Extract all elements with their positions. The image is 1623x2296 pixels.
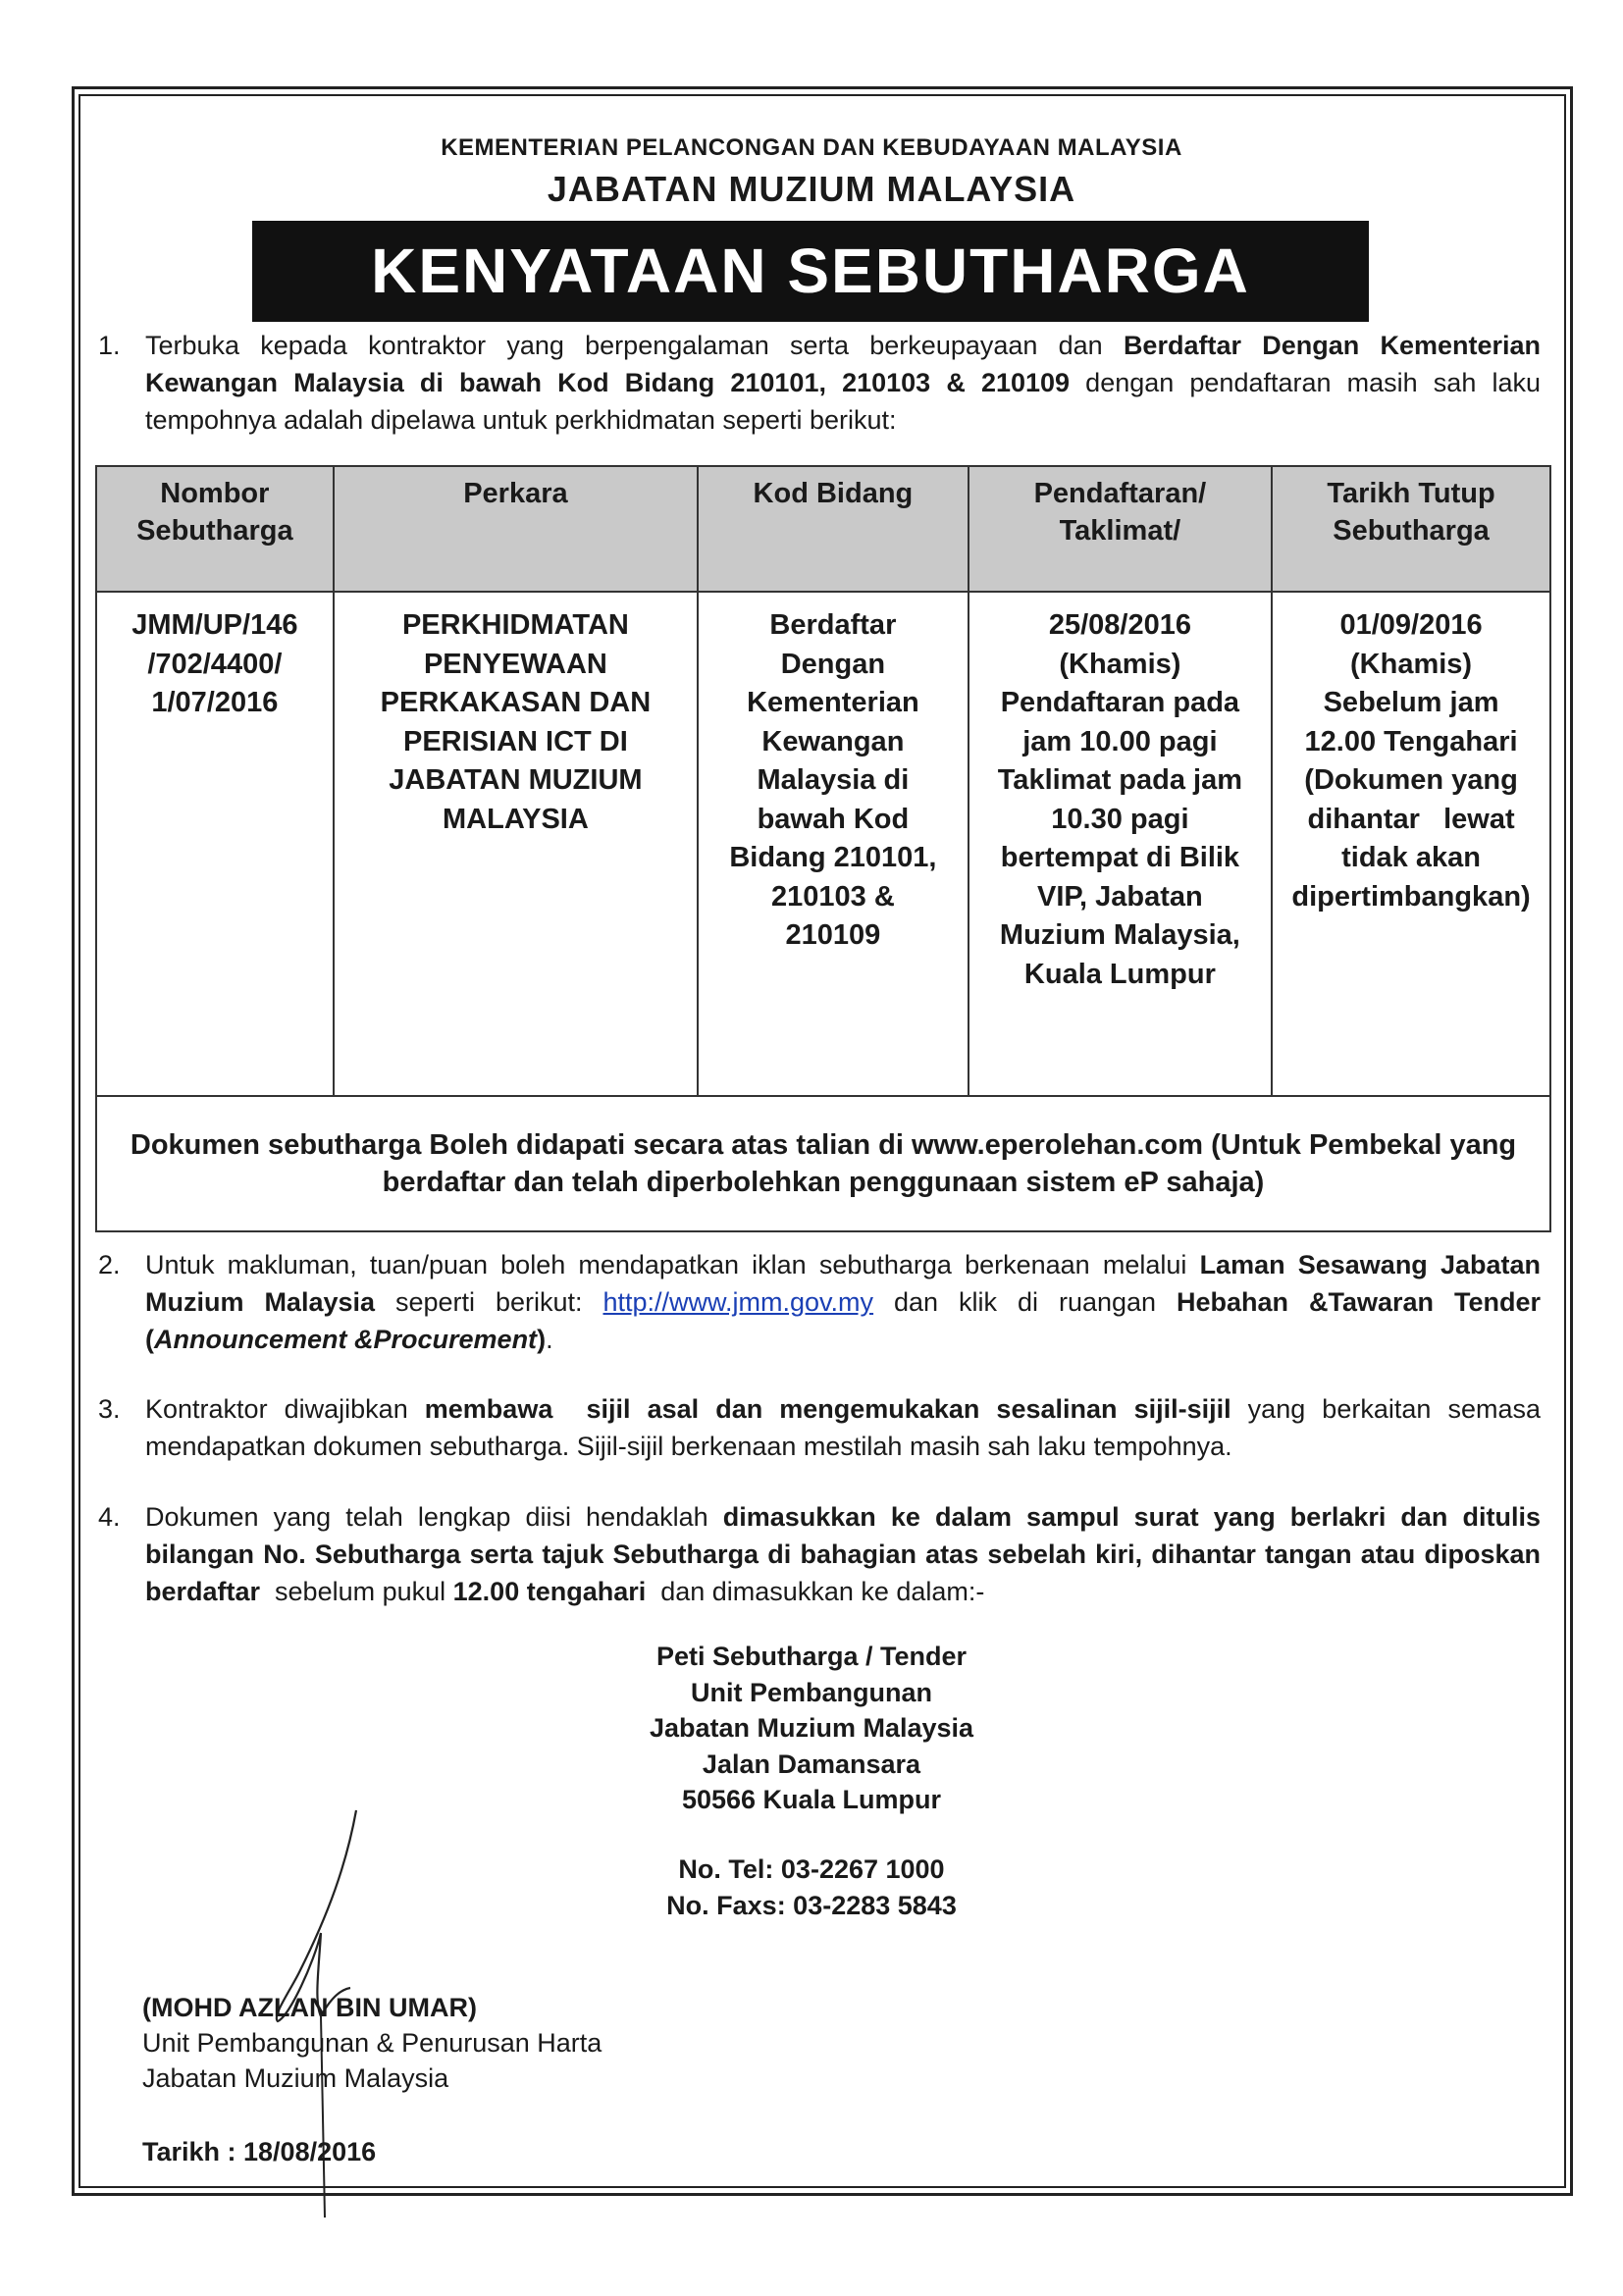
paragraph-number: 4.	[98, 1502, 121, 1532]
header-perkara: Perkara	[334, 466, 698, 592]
contact-info	[0, 1852, 1623, 1923]
notice-banner: KENYATAAN SEBUTHARGA	[252, 221, 1369, 322]
paragraph-2: 2. Untuk makluman, tuan/puan boleh mendapatkan iklan sebutharga berkenaan melalui Laman Sesawang Jabatan Muzium Malaysia seperti berikut: http://www.jmm.gov.my dan klik di ruangan Hebahan &Tawaran Tender (Announcement &Procurement).	[98, 1246, 1541, 1358]
website-link[interactable]: http://www.jmm.gov.my	[602, 1287, 874, 1317]
table-footer-row	[96, 1096, 1550, 1231]
ministry-title: KEMENTERIAN PELANCONGAN DAN KEBUDAYAAN MALAYSIA	[441, 134, 1182, 161]
telephone: No. Tel: 03-2267 1000	[678, 1854, 945, 1884]
registration-requirement: Berdaftar Dengan Kementerian Kewangan Malaysia di bawah Kod Bidang 210101, 210103 & 210109	[145, 331, 1541, 397]
quotation-table	[95, 465, 1551, 1232]
table-footer-note: Dokumen sebutharga Boleh didapati secara atas talian di www.eperolehan.com (Untuk Pembekal yang berdaftar dan telah diperbolehkan penggunaan sistem eP sahaja)	[96, 1096, 1550, 1231]
header-pendaftaran: Pendaftaran/ Taklimat/	[969, 466, 1272, 592]
signatory-unit: Unit Pembangunan & Penurusan Harta	[142, 2028, 602, 2058]
cell-pendaftaran: 25/08/2016 (Khamis) Pendaftaran pada jam 10.00 pagi Taklimat pada jam 10.30 pagi bertempat di Bilik VIP, Jabatan Muzium Malaysia, Kuala Lumpur	[969, 592, 1272, 1096]
paragraph-number: 1.	[98, 331, 121, 360]
notice-date: Tarikh : 18/08/2016	[142, 2137, 377, 2166]
header-kod-bidang: Kod Bidang	[698, 466, 969, 592]
header-tarikh-tutup: Tarikh Tutup Sebutharga	[1272, 466, 1550, 592]
paragraph-number: 2.	[98, 1250, 121, 1279]
header-nombor: Nombor Sebutharga	[96, 466, 334, 592]
cell-nombor: JMM/UP/146 /702/4400/ 1/07/2016	[96, 592, 334, 1096]
paragraph-4: 4. Dokumen yang telah lengkap diisi hendaklah dimasukkan ke dalam sampul surat yang berlakri dan ditulis bilangan No. Sebutharga serta tajuk Sebutharga di bahagian atas sebelah kiri, dihantar tangan atau diposkan berdaftar sebelum pukul 12.00 tengahari dan dimasukkan ke dalam:-	[98, 1498, 1541, 1610]
signatory-block	[142, 1990, 602, 2096]
table-row	[96, 592, 1550, 1096]
cell-perkara: PERKHIDMATAN PENYEWAAN PERKAKASAN DAN PERISIAN ICT DI JABATAN MUZIUM MALAYSIA	[334, 592, 698, 1096]
department-title: JABATAN MUZIUM MALAYSIA	[547, 169, 1076, 209]
signatory-dept: Jabatan Muzium Malaysia	[142, 2063, 449, 2093]
paragraph-1: 1. Terbuka kepada kontraktor yang berpengalaman serta berkeupayaan dan Berdaftar Dengan Kementerian Kewangan Malaysia di bawah Kod Bidang 210101, 210103 & 210109 dengan pendaftaran masih sah laku tempohnya adalah dipelawa untuk perkhidmatan seperti berikut:	[98, 327, 1541, 439]
cell-kod-bidang: Berdaftar Dengan Kementerian Kewangan Malaysia di bawah Kod Bidang 210101, 210103 & 210109	[698, 592, 969, 1096]
delivery-address: Peti Sebutharga / Tender Unit Pembangunan Jabatan Muzium Malaysia Jalan Damansara 50566 Kuala Lumpur	[649, 1642, 974, 1814]
signatory-name: (MOHD AZLAN BIN UMAR)	[142, 1993, 477, 2022]
paragraph-number: 3.	[98, 1394, 121, 1424]
fax: No. Faxs: 03-2283 5843	[666, 1890, 957, 1920]
cell-tarikh-tutup: 01/09/2016 (Khamis) Sebelum jam 12.00 Tengahari (Dokumen yang dihantar lewat tidak akan dipertimbangkan)	[1272, 592, 1550, 1096]
paragraph-3: 3. Kontraktor diwajibkan membawa sijil asal dan mengemukakan sesalinan sijil-sijil yang berkaitan semasa mendapatkan dokumen sebutharga. Sijil-sijil berkenaan mestilah masih sah laku tempohnya.	[98, 1390, 1541, 1465]
table-header-row	[96, 466, 1550, 592]
